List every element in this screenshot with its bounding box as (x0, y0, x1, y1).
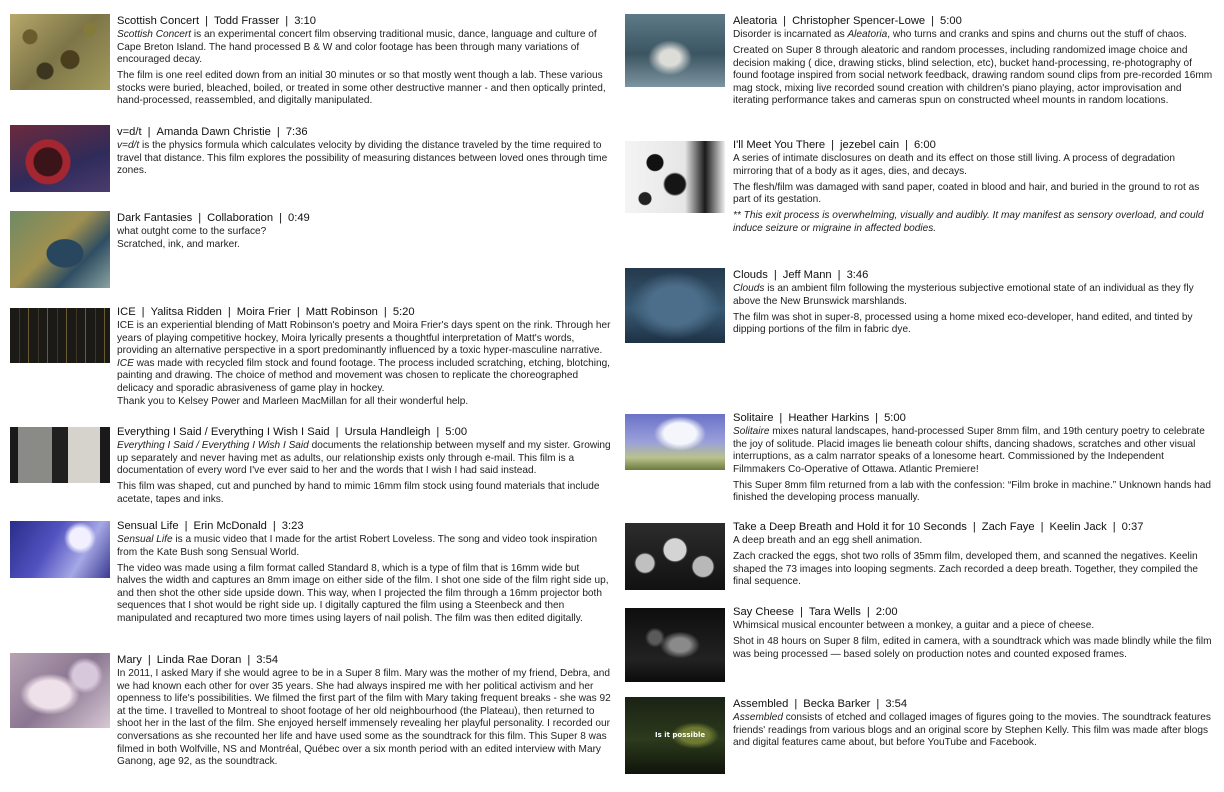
film-still-scottish-concert (10, 14, 110, 90)
film-heading: Say Cheese | Tara Wells | 2:00 (733, 606, 898, 618)
film-heading: I'll Meet You There | jezebel cain | 6:00 (733, 139, 936, 151)
film-process-note: Scratched, ink, and marker. (117, 238, 240, 250)
film-heading: Clouds | Jeff Mann | 3:46 (733, 269, 869, 281)
film-process-note: Created on Super 8 through aleatoric and random processes, including randomized image choice and decision making ( dice, drawing sticks, blind selection, etc), bucket hand-processing, re-photography of found footage inspired from social network feedback, drawing random sound clips from pre-recorded 16mm mag stock, mixing live recorded sound creation with children's piano playing, actor improvisation and iterating performance takes and cameras spun on constructed wheel mounts in random locations. (733, 45, 1213, 107)
film-description: Everything I Said / Everything I Wish I Said documents the relationship between myself and my sister. Growing up separately and never having met as adults, our relationship exists only through e-mail. This film is a documentation of every word I've ever said to her and the words that I wish I had said instead. (117, 440, 611, 477)
film-still-say-cheese (625, 608, 725, 682)
film-still-take-a-deep-breath (625, 523, 725, 590)
film-still-everything-i-said (10, 427, 110, 483)
film-description: Clouds is an ambient film following the mysterious subjective emotional state of an individual as they fly above the New Brunswick marshlands. (733, 283, 1194, 307)
film-still-solitaire (625, 414, 725, 470)
film-still-assembled (625, 697, 725, 774)
film-heading: Dark Fantasies | Collaboration | 0:49 (117, 212, 310, 224)
film-heading: Mary | Linda Rae Doran | 3:54 (117, 654, 279, 666)
film-heading: v=d/t | Amanda Dawn Christie | 7:36 (117, 126, 308, 138)
film-still-ice (10, 308, 110, 363)
film-process-note: The film was shot in super-8, processed using a home mixed eco-developer, hand edited, and tinted by dipping portions of the film in fabric dye. (733, 311, 1193, 336)
film-description: v=d/t is the physics formula which calculates velocity by dividing the distance traveled by the time required to travel that distance. This film explores the possibility of measuring distances between loved ones through time zones. (117, 140, 608, 177)
film-description: what outght come to the surface? (117, 226, 267, 237)
content-warning: ** This exit process is overwhelming, visually and audibly. It may manifest as sensory overload, and could induce seizure or migraine in affected bodies. (733, 210, 1204, 234)
film-description: Assembled consists of etched and collaged images of figures going to the movies. The soundtrack features friends' readings from various blogs and an original score by Stephen Kelly. This film was made after blogs and digital features came about, but before YouTube and Facebook. (733, 712, 1211, 749)
film-description: Disorder is incarnated as Aleatoria, who turns and cranks and spins and churns out the stuff of chaos. (733, 29, 1187, 40)
film-still-aleatoria (625, 14, 725, 87)
film-process-note: The film is one reel edited down from an initial 30 minutes or so that mostly went though a lab. These various stocks were buried, bleached, boiled, or treated in some other destructive manner - and then optically printed, hand-processed, reassembled, and digitally manipulated. (117, 70, 606, 107)
film-heading: Take a Deep Breath and Hold it for 10 Seconds | Zach Faye | Keelin Jack | 0:37 (733, 521, 1144, 533)
film-description: Whimsical musical encounter between a monkey, a guitar and a piece of cheese. (733, 620, 1095, 631)
film-description: Scottish Concert is an experimental concert film observing traditional music, dance, language and culture of Cape Breton Island. The hand processed B & W and color footage has been through many variations of encouraged decay. (117, 29, 597, 66)
film-description: A series of intimate disclosures on death and its effect on those still living. A process of degradation mirroring that of a body as it ages, dies, and decays. (733, 153, 1175, 177)
film-heading: Scottish Concert | Todd Frasser | 3:10 (117, 15, 316, 27)
film-still-vdt (10, 125, 110, 192)
film-description: Sensual Life is a music video that I made for the artist Robert Loveless. The song and video took inspiration from the Kate Bush song Sensual World. (117, 534, 598, 558)
film-still-mary (10, 653, 110, 728)
film-still-sensual-life (10, 521, 110, 578)
film-heading: Assembled | Becka Barker | 3:54 (733, 698, 908, 710)
film-still-dark-fantasies (10, 211, 110, 288)
film-process-note: Shot in 48 hours on Super 8 film, edited in camera, with a soundtrack which was made blindly while the film was being processed — based solely on production notes and counted exposed frames. (733, 636, 1212, 660)
film-process-note: This film was shaped, cut and punched by hand to mimic 16mm film stock using found materials that include acetate, tapes and inks. (117, 481, 600, 505)
film-heading: Aleatoria | Christopher Spencer-Lowe | 5:00 (733, 15, 962, 27)
film-process-note: Zach cracked the eggs, shot two rolls of 35mm film, developed them, and scanned the negatives. Keelin shaped the 73 images into looping segments. Zach recorded a deep breath. Together, they compiled the final sequence. (733, 551, 1198, 588)
film-still-clouds (625, 268, 725, 343)
film-process-note: This Super 8mm film returned from a lab with the confession: “Film broke in machine.” Unknown hands had finished the developing process manually. (733, 479, 1211, 504)
film-description: A deep breath and an egg shell animation. (733, 535, 923, 546)
film-process-note: The flesh/film was damaged with sand paper, coated in blood and hair, and buried in the ground to rot as part of its gestation. (733, 181, 1200, 206)
film-description: Solitaire mixes natural landscapes, hand-processed Super 8mm film, and 19th century poetry to celebrate the joy of solitude. Placid images lie beneath colour shifts, dancing shadows, scratches and other visual interruptions, as a calm narrator speaks of a lonesome heart. Commissioned by the Independent Filmmakers Co-Operative of Ottawa. Atlantic Premiere! (733, 426, 1205, 475)
film-heading: Sensual Life | Erin McDonald | 3:23 (117, 520, 304, 532)
film-thanks: Thank you to Kelsey Power and Marleen MacMillan for all their wonderful help. (117, 395, 469, 407)
film-still-ill-meet-you-there (625, 141, 725, 213)
film-heading: Solitaire | Heather Harkins | 5:00 (733, 412, 906, 424)
film-still-caption: Is it possible (655, 731, 706, 739)
film-heading: Everything I Said / Everything I Wish I Said | Ursula Handleigh | 5:00 (117, 426, 468, 438)
film-description: ICE is an experiential blending of Matt Robinson's poetry and Moira Frier's days spent on the rink. Through her years of playing competitive hockey, Moira lyrically presents a thoughtful interpretation of Matt's words, providing an alternative perspective in a sport predominantly influenced by a toxic hyper-masculine narrative. ICE was made with recycled film stock and found footage. The process included scratching, etching, blotching, painting and drawing. The choice of method and movement was chosen to replicate the choreographed delicacy and sporadic abrasiveness of game play in hockey. (117, 320, 611, 394)
film-description: In 2011, I asked Mary if she would agree to be in a Super 8 film. Mary was the mother of my friend, Debra, and we had known each other for over 35 years. She had always inspired me with her political activism and her openness to life's possibilities. We filmed the first part of the film with Mary taking frequent breaks - she was 92 at the time. I travelled to Montreal to shoot footage of her old neighbourhood (the Plateau), then returned to shoot her in the last of the film. She enjoyed herself immensely revealing her playful personality. I recorded our conversations as she recounted her life and have used some as the soundtrack for this film. This Super 8 was filmed in both Wolfville, NS and Montréal, Québec over a six month period with an edited interview with Mary Ganong, age 92, as the soundtrack. (117, 668, 611, 768)
film-heading: ICE | Yalitsa Ridden | Moira Frier | Matt Robinson | 5:20 (117, 306, 415, 318)
film-process-note: The video was made using a film format called Standard 8, which is a type of film that is 16mm wide but halves the width and captures an 8mm image on either side of the film. I shot one side of the film right side up, and then shot the other side upside down. This way, when I projected the film through a 16mm projector both sequences that I shot would be right side up. I digitally captured the film using a Steenbeck and then manipulated and recaptured two more times using layers of nail polish. The film was then edited digitally. (117, 562, 609, 625)
